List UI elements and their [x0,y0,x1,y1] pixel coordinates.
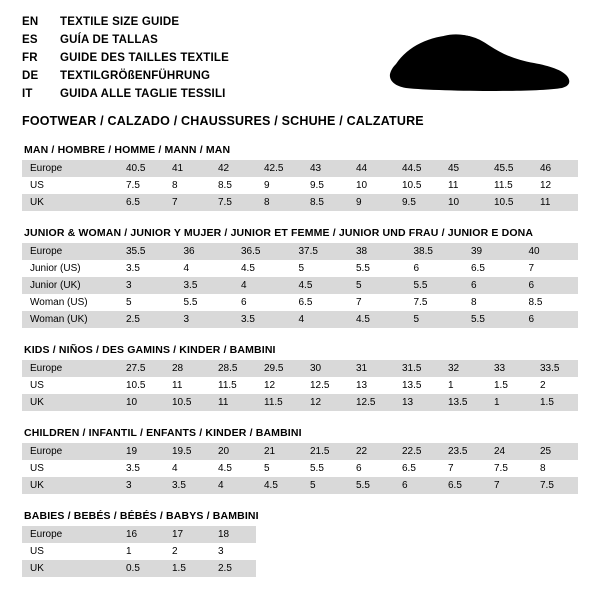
cell: 6 [463,277,521,294]
cell: 33 [486,360,532,377]
cell: 2.5 [118,311,176,328]
cell: 5.5 [348,260,406,277]
cell: 45.5 [486,160,532,177]
cell: 5 [118,294,176,311]
page-title: FOOTWEAR / CALZADO / CHAUSSURES / SCHUHE / CALZATURE [22,114,424,128]
cell: 37.5 [291,243,349,260]
cell-empty [394,560,440,577]
cell: 38.5 [406,243,464,260]
row-label: Woman (US) [22,294,118,311]
cell: 11 [532,194,578,211]
cell: 8 [256,194,302,211]
size-table-kids [22,360,578,411]
document-header [22,14,578,102]
row-label: Junior (UK) [22,277,118,294]
size-table-babies [22,526,578,577]
table-row [22,360,578,377]
row-label: UK [22,194,118,211]
cell: 1.5 [486,377,532,394]
cell-empty [394,526,440,543]
cell: 22.5 [394,443,440,460]
row-label: UK [22,560,118,577]
cell-empty [440,526,486,543]
cell: 3 [118,277,176,294]
cell: 19.5 [164,443,210,460]
table-row [22,243,578,260]
table-row [22,377,578,394]
group-heading: KIDS / NIÑOS / DES GAMINS / KINDER / BAMBINI [24,344,276,356]
cell: 5 [302,477,348,494]
cell-empty [394,543,440,560]
cell: 5 [406,311,464,328]
cell: 38 [348,243,406,260]
row-label: Europe [22,360,118,377]
cell: 2 [532,377,578,394]
cell: 32 [440,360,486,377]
cell: 27.5 [118,360,164,377]
cell: 9 [348,194,394,211]
cell: 4 [291,311,349,328]
cell: 12.5 [348,394,394,411]
cell: 7 [164,194,210,211]
cell: 7.5 [532,477,578,494]
cell: 10 [348,177,394,194]
cell: 8.5 [302,194,348,211]
cell: 7 [348,294,406,311]
cell: 20 [210,443,256,460]
table-row [22,194,578,211]
cell: 3.5 [118,260,176,277]
cell: 9.5 [302,177,348,194]
cell: 36 [176,243,234,260]
cell: 2 [164,543,210,560]
cell: 11.5 [486,177,532,194]
row-label: Europe [22,243,118,260]
cell: 11 [440,177,486,194]
cell: 6.5 [291,294,349,311]
cell-empty [532,560,578,577]
group-heading: JUNIOR & WOMAN / JUNIOR Y MUJER / JUNIOR ET FEMME / JUNIOR UND FRAU / JUNIOR E DONA [24,227,534,239]
cell: 4 [233,277,291,294]
row-label: US [22,460,118,477]
language-title: GUIDE DES TAILLES TEXTILE [60,52,229,64]
table-row [22,160,578,177]
cell: 3 [210,543,256,560]
row-label: Europe [22,443,118,460]
cell: 6 [394,477,440,494]
cell-empty [486,543,532,560]
cell: 31.5 [394,360,440,377]
cell: 46 [532,160,578,177]
cell-empty [440,560,486,577]
cell: 18 [210,526,256,543]
cell: 1.5 [532,394,578,411]
cell-empty [302,526,348,543]
cell: 13 [394,394,440,411]
dress-shoe-icon [384,26,574,102]
size-group-man [22,144,578,211]
row-label: US [22,543,118,560]
cell: 40.5 [118,160,164,177]
language-title: TEXTILE SIZE GUIDE [60,16,180,28]
cell: 44 [348,160,394,177]
cell: 11 [210,394,256,411]
table-row [22,460,578,477]
cell: 8.5 [210,177,256,194]
cell: 36.5 [233,243,291,260]
cell: 7 [521,260,579,277]
table-row [22,560,578,577]
cell: 0.5 [118,560,164,577]
cell: 6.5 [440,477,486,494]
cell: 4 [164,460,210,477]
table-row [22,294,578,311]
cell: 24 [486,443,532,460]
cell: 7.5 [118,177,164,194]
cell: 4.5 [348,311,406,328]
cell: 3 [118,477,164,494]
cell: 41 [164,160,210,177]
cell: 11.5 [256,394,302,411]
cell-empty [302,560,348,577]
cell: 44.5 [394,160,440,177]
cell: 8 [164,177,210,194]
language-row [22,32,229,50]
cell: 4.5 [210,460,256,477]
table-row [22,177,578,194]
row-label: US [22,177,118,194]
cell: 4.5 [256,477,302,494]
size-group-kids [22,344,578,411]
cell: 17 [164,526,210,543]
cell: 10.5 [394,177,440,194]
row-label: Junior (US) [22,260,118,277]
cell: 1 [118,543,164,560]
size-group-children [22,427,578,494]
cell-empty [532,543,578,560]
row-label: UK [22,477,118,494]
group-heading: CHILDREN / INFANTIL / ENFANTS / KINDER / BAMBINI [24,427,302,439]
language-row [22,50,229,68]
cell: 5 [256,460,302,477]
cell-empty [440,543,486,560]
cell: 5.5 [176,294,234,311]
cell-empty [532,526,578,543]
row-label: Woman (UK) [22,311,118,328]
cell: 3.5 [118,460,164,477]
cell: 1 [486,394,532,411]
cell: 12 [302,394,348,411]
cell: 10 [118,394,164,411]
cell: 10.5 [486,194,532,211]
cell: 42 [210,160,256,177]
cell: 7 [486,477,532,494]
cell: 6.5 [118,194,164,211]
cell: 22 [348,443,394,460]
language-code: FR [22,52,38,64]
cell: 3.5 [176,277,234,294]
cell: 6 [348,460,394,477]
cell: 19 [118,443,164,460]
cell: 6 [521,277,579,294]
language-row [22,86,229,104]
cell: 5.5 [406,277,464,294]
cell: 8.5 [521,294,579,311]
table-row [22,277,578,294]
cell: 1.5 [164,560,210,577]
cell: 40 [521,243,579,260]
table-row [22,477,578,494]
cell: 39 [463,243,521,260]
cell: 13.5 [394,377,440,394]
cell: 8 [463,294,521,311]
cell: 13 [348,377,394,394]
cell-empty [348,560,394,577]
cell: 7.5 [486,460,532,477]
cell-empty [348,543,394,560]
cell: 3.5 [164,477,210,494]
size-table-junior-woman [22,243,578,328]
cell-empty [302,543,348,560]
cell: 2.5 [210,560,256,577]
cell: 6.5 [394,460,440,477]
cell-empty [348,526,394,543]
row-label: Europe [22,526,118,543]
language-title: TEXTILGRÖßENFÜHRUNG [60,70,211,82]
cell: 5.5 [302,460,348,477]
cell: 10.5 [164,394,210,411]
cell: 6.5 [463,260,521,277]
cell: 11 [164,377,210,394]
group-heading: BABIES / BEBÉS / BÉBÉS / BABYS / BAMBINI [24,510,259,522]
language-title-list [22,14,229,104]
cell: 31 [348,360,394,377]
cell: 3.5 [233,311,291,328]
language-code: DE [22,70,39,82]
cell: 16 [118,526,164,543]
cell: 12 [532,177,578,194]
row-label: UK [22,394,118,411]
cell: 7.5 [406,294,464,311]
cell: 7 [440,460,486,477]
table-row [22,260,578,277]
cell: 5.5 [348,477,394,494]
language-row [22,14,229,32]
cell: 33.5 [532,360,578,377]
cell: 25 [532,443,578,460]
language-title: GUÍA DE TALLAS [60,34,158,46]
language-code: ES [22,34,38,46]
cell: 21 [256,443,302,460]
cell-empty [256,526,302,543]
cell-empty [486,560,532,577]
cell: 29.5 [256,360,302,377]
cell: 5 [291,260,349,277]
cell: 12.5 [302,377,348,394]
cell: 7.5 [210,194,256,211]
size-group-junior-woman [22,227,578,328]
cell: 42.5 [256,160,302,177]
cell: 28 [164,360,210,377]
size-table-children [22,443,578,494]
cell: 4.5 [291,277,349,294]
table-row [22,394,578,411]
cell: 43 [302,160,348,177]
cell: 13.5 [440,394,486,411]
cell: 3 [176,311,234,328]
cell: 6 [521,311,579,328]
language-title: GUIDA ALLE TAGLIE TESSILI [60,88,226,100]
cell: 9 [256,177,302,194]
cell: 23.5 [440,443,486,460]
cell: 9.5 [394,194,440,211]
cell: 5 [348,277,406,294]
cell-empty [486,526,532,543]
cell: 10 [440,194,486,211]
cell: 10.5 [118,377,164,394]
cell: 11.5 [210,377,256,394]
cell: 4 [210,477,256,494]
size-group-babies [22,510,578,577]
cell: 30 [302,360,348,377]
cell: 6 [233,294,291,311]
cell-empty [256,543,302,560]
language-code: EN [22,16,39,28]
cell: 28.5 [210,360,256,377]
table-row [22,311,578,328]
language-code: IT [22,88,33,100]
table-row [22,526,578,543]
size-table-man [22,160,578,211]
table-row [22,543,578,560]
cell: 6 [406,260,464,277]
cell: 1 [440,377,486,394]
cell: 8 [532,460,578,477]
cell: 4 [176,260,234,277]
cell: 21.5 [302,443,348,460]
cell: 35.5 [118,243,176,260]
row-label: Europe [22,160,118,177]
group-heading: MAN / HOMBRE / HOMME / MANN / MAN [24,144,231,156]
cell: 5.5 [463,311,521,328]
language-row [22,68,229,86]
cell-empty [256,560,302,577]
table-row [22,443,578,460]
cell: 4.5 [233,260,291,277]
cell: 12 [256,377,302,394]
cell: 45 [440,160,486,177]
row-label: US [22,377,118,394]
